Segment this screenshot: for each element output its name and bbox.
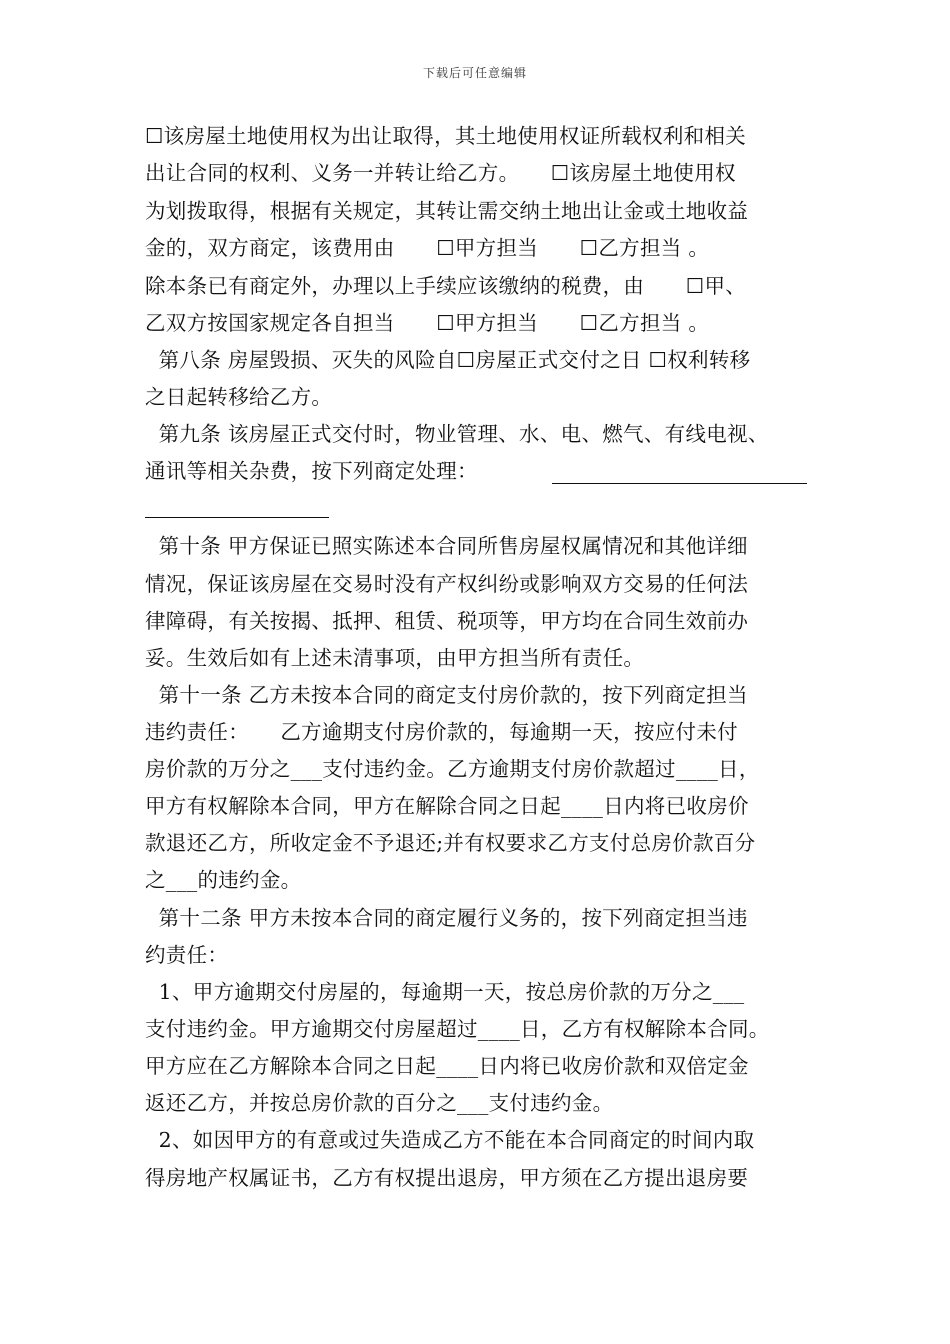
text-line: 第九条 该房屋正式交付时，物业管理、水、电、燃气、有线电视、 — [145, 422, 769, 446]
text-line: 第十一条 乙方未按本合同的商定支付房价款的，按下列商定担当 — [145, 683, 748, 707]
text-line: 甲方有权解除本合同，甲方在解除合同之日起____日内将已收房价 — [145, 794, 749, 818]
text-line: 返还乙方，并按总房价款的百分之___支付违约金。 — [145, 1091, 614, 1115]
text-line: 违约责任： 乙方逾期支付房价款的，每逾期一天，按应付未付 — [145, 720, 738, 744]
text-line: 款退还乙方，所收定金不予退还;并有权要求乙方支付总房价款百分 — [145, 831, 756, 855]
text-line: 1、甲方逾期交付房屋的，每逾期一天，按总房价款的万分之___ — [145, 980, 745, 1004]
text-line: 情况，保证该房屋在交易时没有产权纠纷或影响双方交易的任何法 — [145, 572, 749, 596]
text-line: 得房地产权属证书，乙方有权提出退房，甲方须在乙方提出退房要 — [145, 1166, 749, 1190]
text-line: 除本条已有商定外，办理以上手续应该缴纳的税费，由 ☐甲、 — [145, 274, 747, 298]
text-line: 第八条 房屋毁损、灭失的风险自☐房屋正式交付之日 ☐权利转移 — [145, 348, 751, 372]
text-line: 妥。生效后如有上述未清事项，由甲方担当所有责任。 — [145, 646, 645, 670]
text-line: 律障碍，有关按揭、抵押、租赁、税项等，甲方均在合同生效前办 — [145, 609, 749, 633]
text-line: 房价款的万分之___支付违约金。乙方逾期支付房价款超过____日， — [145, 757, 760, 781]
text-line: 之日起转移给乙方。 — [145, 385, 333, 409]
text-line: ☐该房屋土地使用权为出让取得，其土地使用权证所载权利和相关 — [145, 124, 747, 148]
page-header: 下载后可任意编辑 — [422, 66, 527, 80]
text-line: 2、如因甲方的有意或过失造成乙方不能在本合同商定的时间内取 — [145, 1128, 755, 1152]
text-line: 出让合同的权利、义务一并转让给乙方。 ☐该房屋土地使用权 — [145, 161, 736, 185]
text-line: 之___的违约金。 — [145, 868, 302, 892]
text-line: 第十条 甲方保证已照实陈述本合同所售房屋权属情况和其他详细 — [145, 534, 748, 558]
text-line: 为划拨取得，根据有关规定，其转让需交纳土地出让金或土地收益 — [145, 199, 749, 223]
text-line: 通讯等相关杂费，按下列商定处理： — [145, 459, 478, 483]
text-line: 甲方应在乙方解除本合同之日起____日内将已收房价款和双倍定金 — [145, 1054, 749, 1078]
text-line: 乙双方按国家规定各自担当 ☐甲方担当 ☐乙方担当 。 — [145, 311, 710, 335]
text-line: 第十二条 甲方未按本合同的商定履行义务的，按下列商定担当违 — [145, 906, 748, 930]
text-line: 金的，双方商定，该费用由 ☐甲方担当 ☐乙方担当 。 — [145, 236, 710, 260]
fill-in-blank-line — [145, 517, 329, 518]
text-line: 支付违约金。甲方逾期交付房屋超过____日，乙方有权解除本合同。 — [145, 1017, 770, 1041]
fill-in-blank-line — [552, 483, 807, 484]
text-line: 约责任： — [145, 943, 229, 967]
